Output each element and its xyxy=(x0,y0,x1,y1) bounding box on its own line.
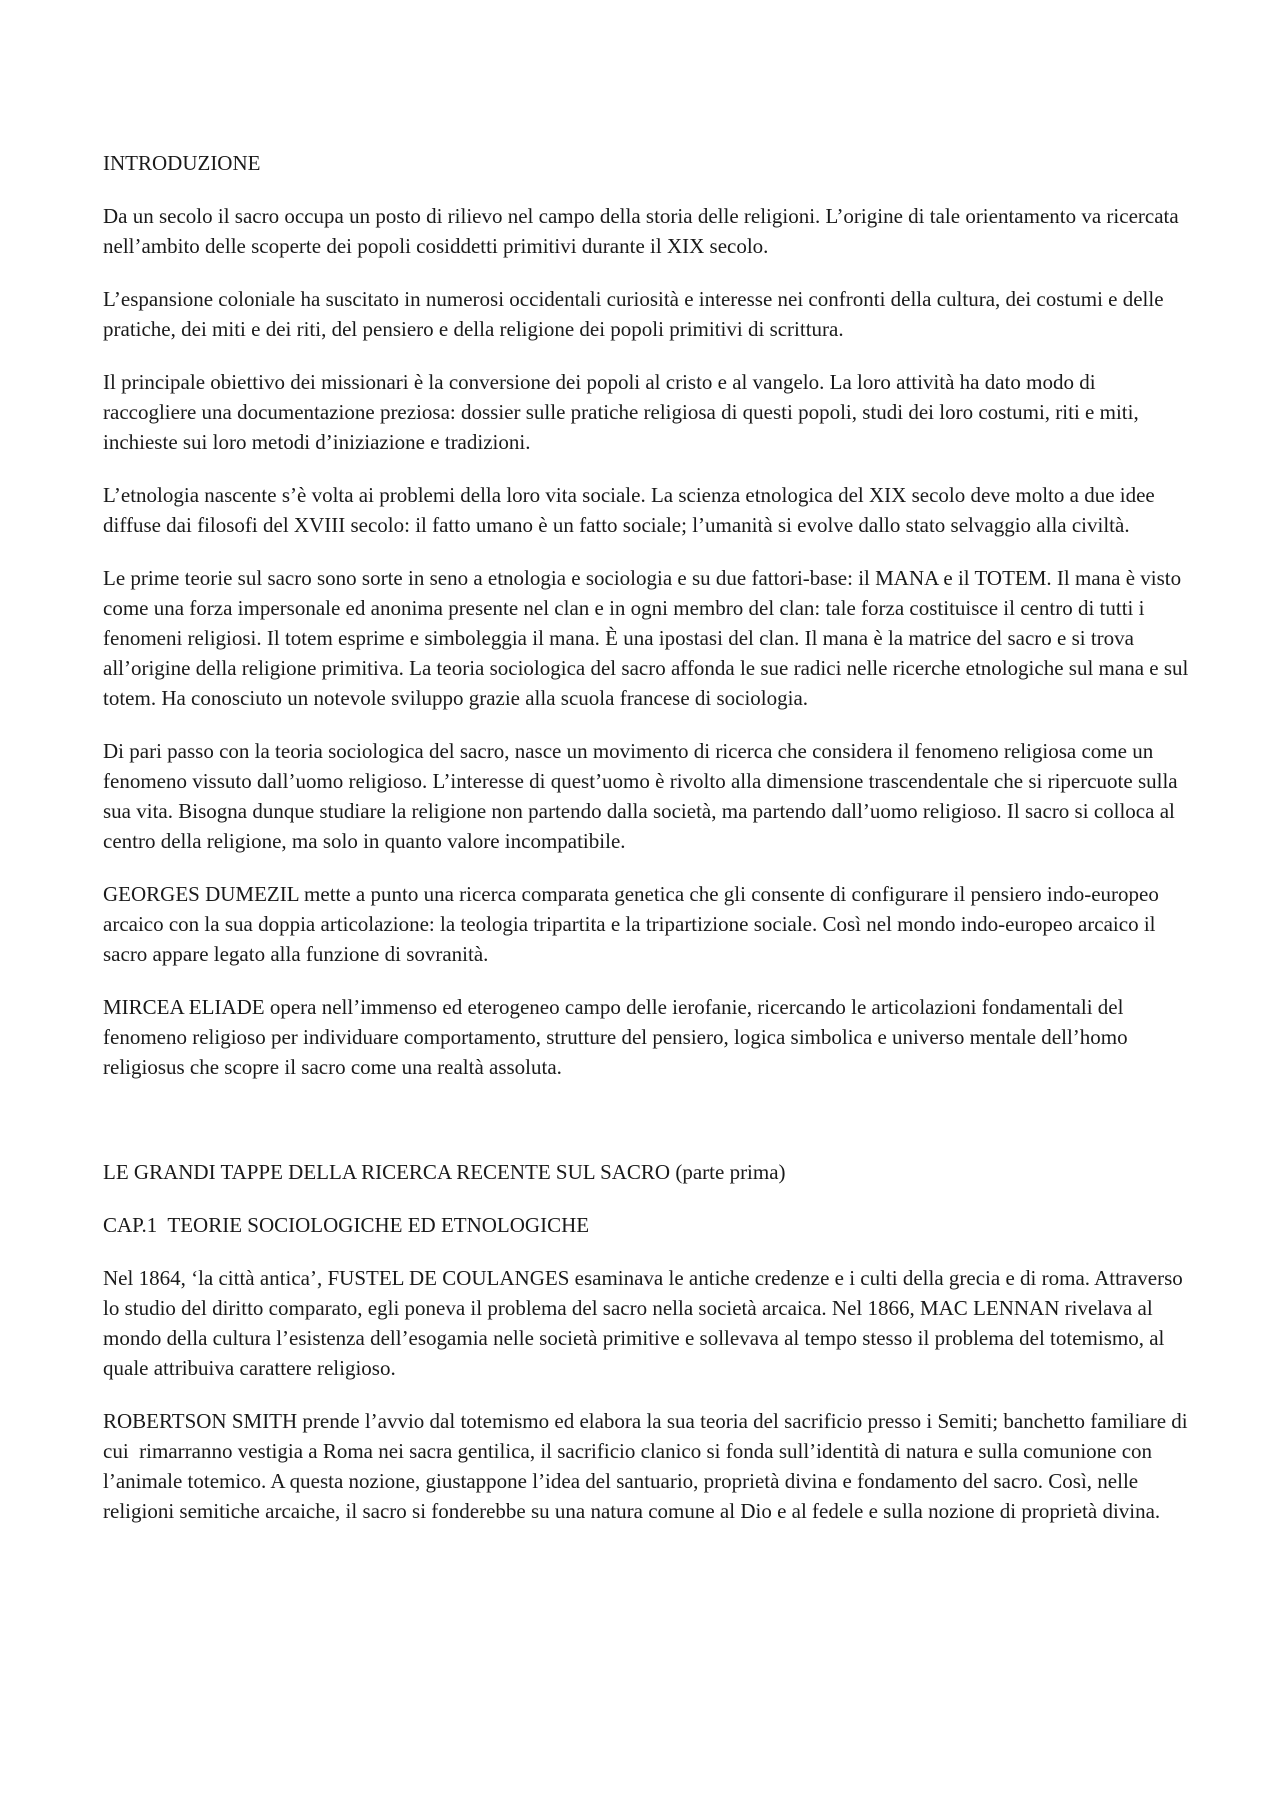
document-body xyxy=(103,148,1194,1526)
intro-paragraph-6: Di pari passo con la teoria sociologica del sacro, nasce un movimento di ricerca che considera il fenomeno religiosa come un fenomeno vissuto dall’uomo religioso. L’interesse di quest’uomo è rivolto alla dimensione trascendentale che si ripercuote sulla sua vita. Bisogna dunque studiare la religione non partendo dalla società, ma partendo dall’uomo religioso. Il sacro si colloca al centro della religione, ma solo in quanto valore incompatibile. xyxy=(103,739,1183,853)
intro-paragraph-8: MIRCEA ELIADE opera nell’immenso ed eterogeneo campo delle ierofanie, ricercando le articolazioni fondamentali del fenomeno religioso per individuare comportamento, strutture del pensiero, logica simbolica e universo mentale dell’homo religiosus che scopre il sacro come una realtà assoluta. xyxy=(103,995,1133,1079)
intro-paragraph-5: Le prime teorie sul sacro sono sorte in seno a etnologia e sociologia e su due fattori-base: il MANA e il TOTEM. Il mana è visto come una forza impersonale ed anonima presente nel clan e in ogni membro del clan: tale forza costituisce il centro di tutti i fenomeni religiosi. Il totem esprime e simboleggia il mana. È una ipostasi del clan. Il mana è la matrice del sacro e si trova all’origine della religione primitiva. La teoria sociologica del sacro affonda le sue radici nelle ricerche etnologiche sul mana e sul totem. Ha conosciuto un notevole sviluppo grazie alla scuola francese di sociologia. xyxy=(103,566,1194,710)
intro-paragraph-7: GEORGES DUMEZIL mette a punto una ricerca comparata genetica che gli consente di configurare il pensiero indo-europeo arcaico con la sua doppia articolazione: la teologia tripartita e la tripartizione sociale. Così nel mondo indo-europeo arcaico il sacro appare legato alla funzione di sovranità. xyxy=(103,882,1165,966)
intro-paragraph-4: L’etnologia nascente s’è volta ai problemi della loro vita sociale. La scienza etnologica del XIX secolo deve molto a due idee diffuse dai filosofi del XVIII secolo: il fatto umano è un fatto sociale; l’umanità si evolve dallo stato selvaggio alla civiltà. xyxy=(103,483,1161,537)
intro-paragraph-2: L’espansione coloniale ha suscitato in numerosi occidentali curiosità e interesse nei confronti della cultura, dei costumi e delle pratiche, dei miti e dei riti, del pensiero e della religione dei popoli primitivi di scrittura. xyxy=(103,287,1169,341)
intro-paragraph-3: Il principale obiettivo dei missionari è la conversione dei popoli al cristo e al vangelo. La loro attività ha dato modo di raccogliere una documentazione preziosa: dossier sulle pratiche religiosa di questi popoli, studi dei loro costumi, riti e miti, inchieste sui loro metodi d’iniziazione e tradizioni. xyxy=(103,370,1144,454)
chapter-paragraph-2: ROBERTSON SMITH prende l’avvio dal totemismo ed elabora la sua teoria del sacrificio presso i Semiti; banchetto familiare di cui rimarranno vestigia a Roma nei sacra gentilica, il sacrificio clanico si fonda sull’identità di natura e sulla comunione con l’animale totemico. A questa nozione, giustappone l’idea del santuario, proprietà divina e fondamento del sacro. Così, nelle religioni semitiche arcaiche, il sacro si fonderebbe su una natura comune al Dio e al fedele e sulla nozione di proprietà divina. xyxy=(103,1409,1193,1523)
intro-paragraph-1: Da un secolo il sacro occupa un posto di rilievo nel campo della storia delle religioni. L’origine di tale orientamento va ricercata nell’ambito delle scoperte dei popoli cosiddetti primitivi durante il XIX secolo. xyxy=(103,204,1184,258)
chapter-heading: CAP.1 TEORIE SOCIOLOGICHE ED ETNOLOGICHE xyxy=(103,1213,590,1237)
section-heading: LE GRANDI TAPPE DELLA RICERCA RECENTE SUL SACRO (parte prima) xyxy=(103,1160,786,1184)
document-title: INTRODUZIONE xyxy=(103,151,261,175)
chapter-paragraph-1: Nel 1864, ‘la città antica’, FUSTEL DE COULANGES esaminava le antiche credenze e i culti della grecia e di roma. Attraverso lo studio del diritto comparato, egli poneva il problema del sacro nella società arcaica. Nel 1866, MAC LENNAN rivelava al mondo della cultura l’esistenza dell’esogamia nelle società primitive e sollevava al tempo stesso il problema del totemismo, al quale attribuiva carattere religioso. xyxy=(103,1266,1188,1380)
